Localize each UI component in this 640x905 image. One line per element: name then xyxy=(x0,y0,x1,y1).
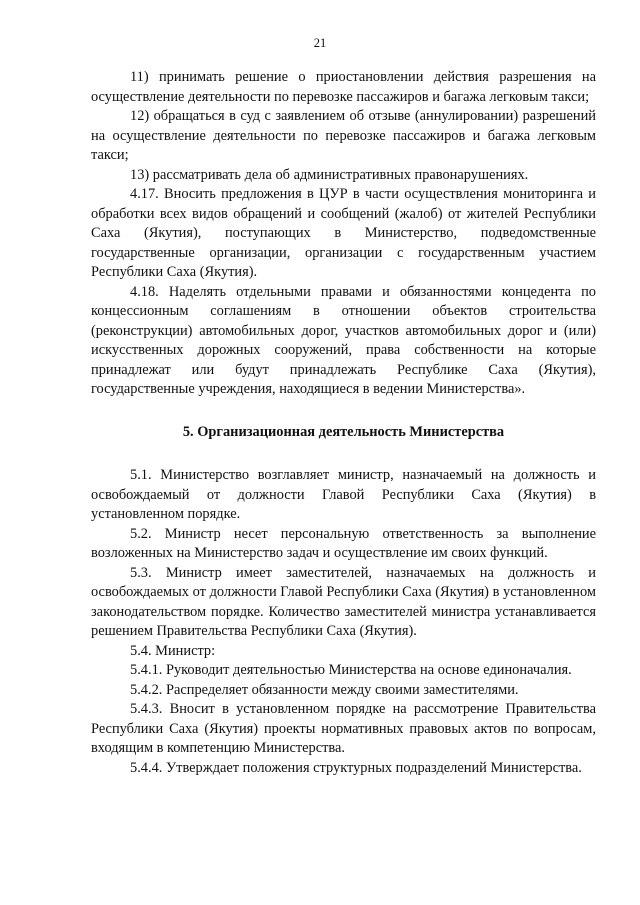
page-number: 21 xyxy=(313,36,327,50)
paragraph-5-1: 5.1. Министерство возглавляет министр, назначаемый на должность и освобождаемый от должности Главой Республики Саха (Якутия) в установленном порядке. xyxy=(91,467,596,522)
paragraph-4-17: 4.17. Вносить предложения в ЦУР в части осуществления мониторинга и обработки всех видов обращений и сообщений (жалоб) от жителей Республики Саха (Якутия), поступающих в Министерство, подведомственные государственные организации, организации с государственным участием Республики Саха (Якутия). xyxy=(91,186,596,280)
paragraph-item-13: 13) рассматривать дела об административных правонарушениях. xyxy=(130,166,529,183)
document-body xyxy=(91,68,596,778)
paragraph-5-3: 5.3. Министр имеет заместителей, назначаемых на должность и освобождаемых от должности Главой Республики Саха (Якутия) в установленном законодательством порядке. Количество заместителей министра устанавливается решением Правительства Республики Саха (Якутия). xyxy=(91,564,596,639)
section-heading: 5. Организационная деятельность Министерства xyxy=(182,423,505,440)
paragraph-5-4-3: 5.4.3. Вносит в установленном порядке на рассмотрение Правительства Республики Саха (Якутия) проекты нормативных правовых актов по вопросам, входящим в компетенцию Министерства. xyxy=(91,701,596,756)
paragraph-5-4-4: 5.4.4. Утверждает положения структурных подразделений Министерства. xyxy=(130,759,582,776)
paragraph-5-2: 5.2. Министр несет персональную ответственность за выполнение возложенных на Министерство задач и осуществление им своих функций. xyxy=(91,525,596,561)
paragraph-5-4: 5.4. Министр: xyxy=(130,642,216,659)
paragraph-5-4-2: 5.4.2. Распределяет обязанности между своими заместителями. xyxy=(130,681,519,698)
paragraph-4-18: 4.18. Наделять отдельными правами и обязанностями концедента по концессионным соглашениям в отношении объектов строительства (реконструкции) автомобильных дорог, участков автомобильных дорог и (или) искусственных дорожных сооружений, права собственности на которые принадлежат или будут принадлежать Республике Саха (Якутия), государственные учреждения, находящиеся в ведении Министерства». xyxy=(91,283,596,397)
paragraph-item-12: 12) обращаться в суд с заявлением об отзыве (аннулировании) разрешений на осуществление деятельности по перевозке пассажиров и багажа легковым такси; xyxy=(91,108,596,163)
paragraph-item-11: 11) принимать решение о приостановлении действия разрешения на осуществление деятельности по перевозке пассажиров и багажа легковым такси; xyxy=(91,69,596,105)
paragraph-5-4-1: 5.4.1. Руководит деятельностью Министерства на основе единоначалия. xyxy=(130,662,572,678)
